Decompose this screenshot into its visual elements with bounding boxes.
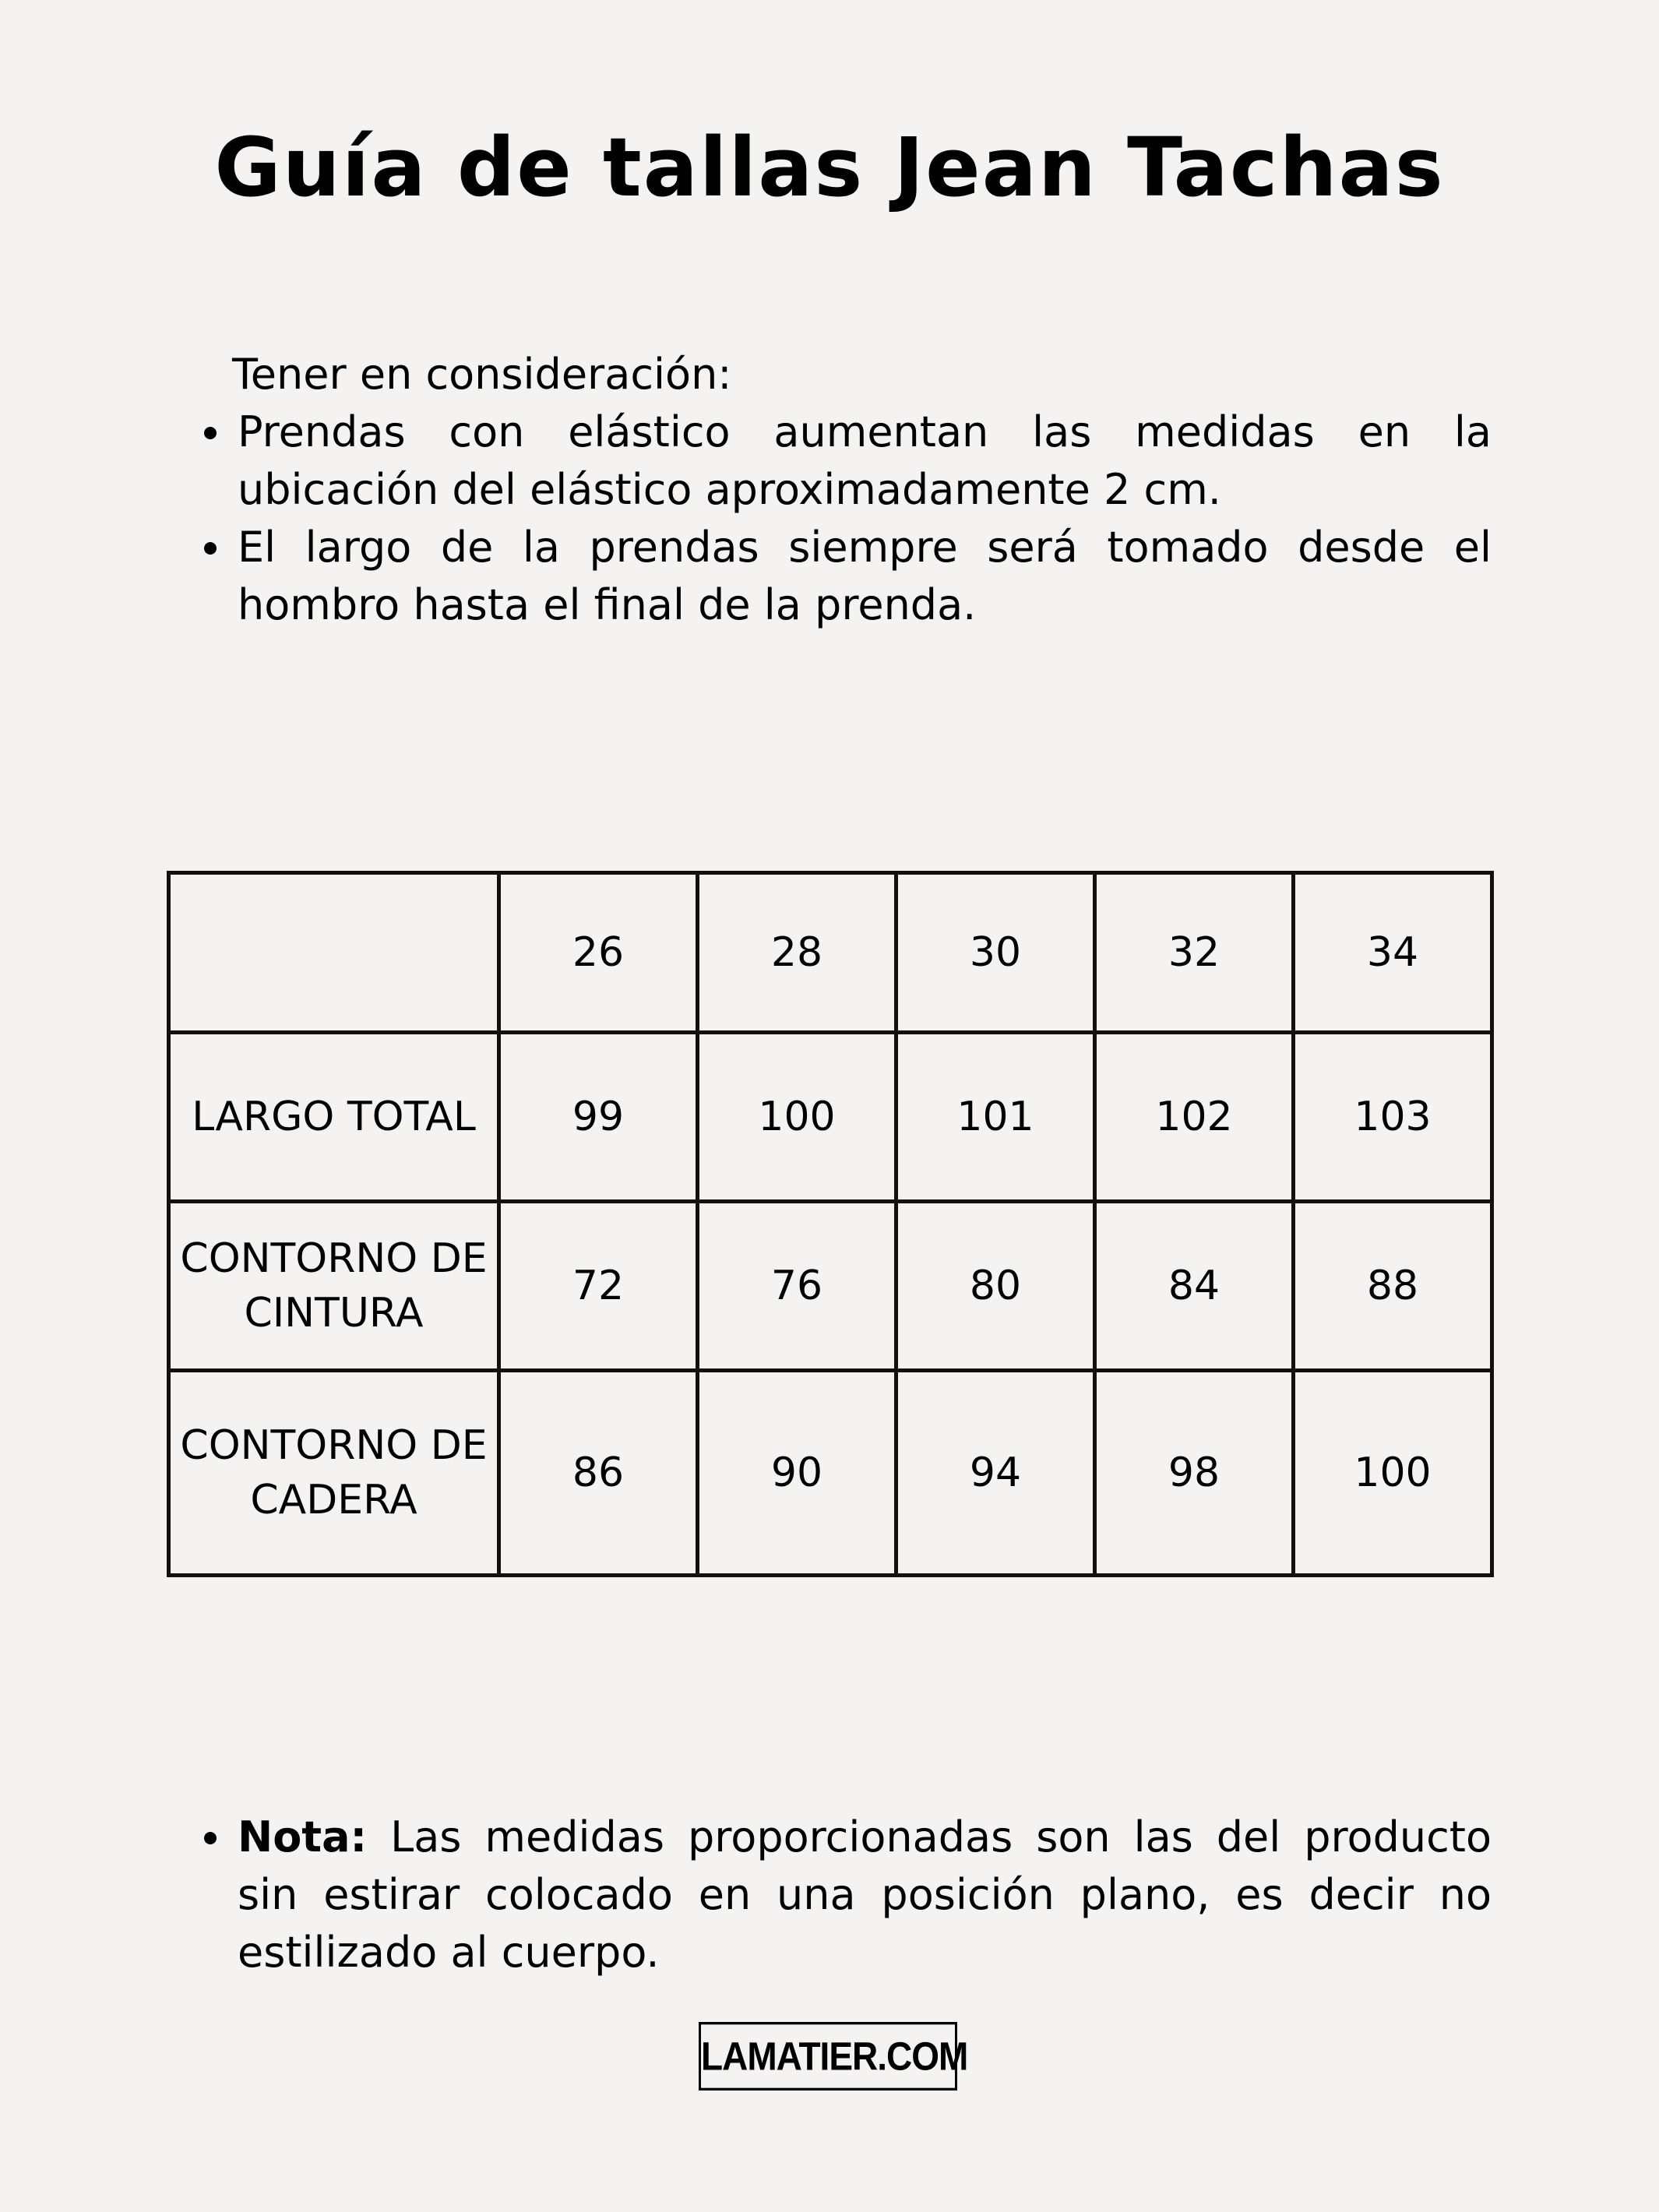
note-text: Prendas con elástico aumentan las medidas en la ubicación del elástico aproximadamente 2 cm.	[238, 407, 1492, 514]
row-label-largo-total: LARGO TOTAL	[169, 1033, 499, 1202]
consideration-list	[195, 403, 1492, 634]
header-cell-size: 30	[896, 873, 1095, 1033]
bullet-icon	[204, 542, 217, 555]
header-cell-empty	[169, 873, 499, 1033]
list-item	[195, 1809, 1492, 1981]
row-label-contorno-cadera: CONTORNO DE CADERA	[169, 1371, 499, 1576]
brand-link[interactable]: LAMATIER.COM	[699, 2022, 957, 2090]
header-cell-size: 26	[499, 873, 698, 1033]
consideration-heading: Tener en consideración:	[232, 350, 732, 399]
table-cell: 103	[1294, 1033, 1492, 1202]
table-header-row	[169, 873, 1492, 1033]
table-cell: 94	[896, 1371, 1095, 1576]
list-item	[195, 403, 1492, 519]
bullet-icon	[204, 427, 217, 439]
table-cell: 88	[1294, 1202, 1492, 1371]
table-cell: 76	[698, 1202, 896, 1371]
table-cell: 100	[1294, 1371, 1492, 1576]
table-cell: 72	[499, 1202, 698, 1371]
table-cell: 100	[698, 1033, 896, 1202]
header-cell-size: 28	[698, 873, 896, 1033]
table-cell: 99	[499, 1033, 698, 1202]
header-cell-size: 32	[1095, 873, 1294, 1033]
table-row	[169, 1033, 1492, 1202]
table-cell: 84	[1095, 1202, 1294, 1371]
table-cell: 102	[1095, 1033, 1294, 1202]
footnote-list	[195, 1809, 1492, 1981]
size-table	[167, 871, 1494, 1577]
header-cell-size: 34	[1294, 873, 1492, 1033]
table-cell: 80	[896, 1202, 1095, 1371]
list-item	[195, 519, 1492, 634]
table-cell: 98	[1095, 1371, 1294, 1576]
table-cell: 90	[698, 1371, 896, 1576]
page-title: Guía de tallas Jean Tachas	[214, 120, 1445, 215]
table-cell: 86	[499, 1371, 698, 1576]
table-cell: 101	[896, 1033, 1095, 1202]
nota-label: Nota:	[238, 1812, 368, 1862]
table-row	[169, 1202, 1492, 1371]
footnote-text: Las medidas proporcionadas son las del producto sin estirar colocado en una posición plano, es decir no estilizado al cuerpo.	[238, 1812, 1492, 1977]
note-text: El largo de la prendas siempre será tomado desde el hombro hasta el final de la prenda.	[238, 523, 1492, 629]
bullet-icon	[204, 1832, 217, 1844]
table-row	[169, 1371, 1492, 1576]
row-label-contorno-cintura: CONTORNO DE CINTURA	[169, 1202, 499, 1371]
